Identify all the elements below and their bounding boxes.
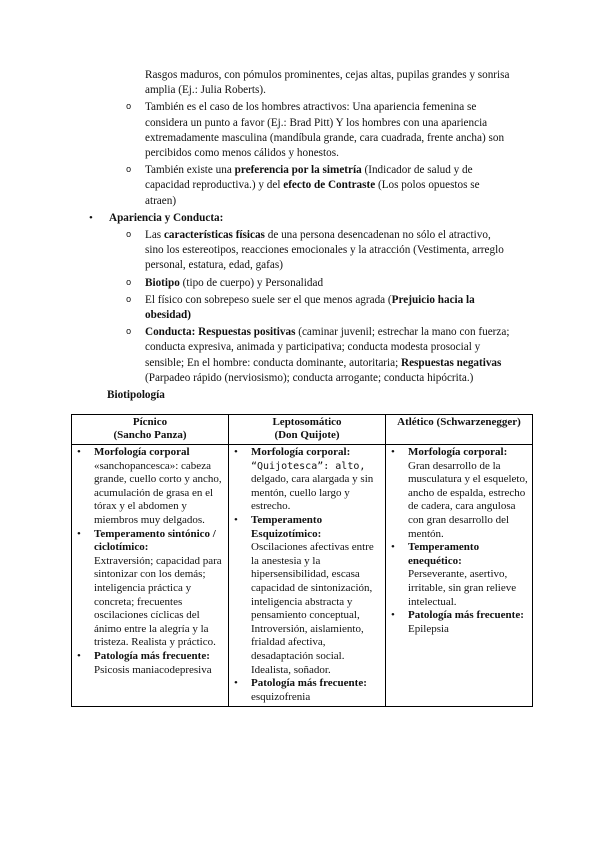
list-item	[388, 446, 530, 541]
text-span: (Parpadeo rápido (nerviosismo); conducta arrogante; conducta hipócrita.)	[145, 371, 474, 384]
list-item	[74, 446, 226, 528]
header-picnico	[72, 415, 229, 445]
document-body	[0, 68, 600, 403]
list-item-biotipo	[0, 276, 510, 291]
biotipologia-table	[71, 414, 533, 707]
table-header-row	[72, 415, 533, 445]
text-bold: efecto de Contraste	[283, 179, 376, 192]
label: Patología más frecuente:	[251, 677, 367, 690]
biotipologia-title	[0, 388, 600, 403]
list-item	[74, 528, 226, 650]
list-item	[231, 446, 383, 514]
text-bold: preferencia por la simetría	[234, 164, 362, 177]
header-text: Atlético (Schwarzenegger)	[397, 416, 521, 428]
text-span: (Los polos opuestos se atraen)	[145, 179, 480, 207]
value: Extraversión; capacidad para sintonizar con los demás; inteligencia práctica y concreta; frecuentes oscilaciones cíclicas del ánimo entre la alegría y la tristeza. Realista y práctico.	[94, 554, 222, 649]
circle-bullet-icon: o	[126, 102, 132, 113]
label: Morfología corporal:	[408, 446, 508, 458]
list-item-sobrepeso	[0, 293, 510, 323]
value: Epilepsia	[408, 622, 449, 635]
label: Temperamento enequético:	[408, 541, 480, 567]
cell-picnico	[72, 445, 229, 707]
value-quote: “Quijotesca”	[251, 460, 324, 472]
bullet-icon: •	[77, 446, 81, 458]
label: Morfología corporal:	[251, 446, 351, 458]
bullet-icon: •	[77, 649, 81, 662]
list-item-simetria	[0, 163, 510, 209]
text-span: (Indicador de salud y de capacidad reproductiva.) y del	[145, 164, 473, 192]
bullet-icon: •	[234, 446, 238, 458]
text-span: Las	[145, 229, 164, 242]
value: esquizofrenia	[251, 690, 311, 703]
value: «sanchopancesca»: cabeza grande, cuello corto y ancho, acumulación de grasa en el tórax y el abdomen y miembros muy delgados.	[94, 459, 222, 526]
bullet-icon: •	[89, 211, 93, 224]
paragraph-rasgos	[0, 68, 510, 98]
cell-atletico	[386, 445, 533, 707]
header-subtext: (Sancho Panza)	[113, 429, 187, 441]
heading-apariencia: Apariencia y Conducta:	[109, 211, 224, 224]
list-item	[231, 677, 383, 704]
header-text: Leptosomático	[272, 416, 342, 428]
circle-bullet-icon: o	[126, 327, 132, 338]
bullet-icon: •	[77, 527, 81, 540]
bullet-icon: •	[234, 513, 238, 526]
text-span: También existe una	[145, 164, 235, 177]
bullet-icon: •	[391, 609, 395, 622]
list	[388, 446, 530, 636]
text-span: El físico con sobrepeso suele ser el que menos agrada (	[145, 293, 392, 306]
text-bold: características físicas	[163, 229, 265, 242]
value: Oscilaciones afectivas entre la anestesia y la hipersensibilidad, escasa capacidad de sintonización, inteligencia abstracta y pensamiento conceptual, Introversión, aislamiento, frialdad afectiva, desadaptación social. Idealista, soñador.	[251, 541, 374, 676]
text-span: (tipo de cuerpo) y Personalidad	[179, 276, 324, 289]
list-item-caracteristicas	[0, 228, 510, 274]
label: Patología más frecuente:	[94, 649, 210, 662]
circle-bullet-icon: o	[126, 230, 132, 241]
header-text: Pícnico	[132, 416, 168, 428]
value: Perseverante, asertivo, irritable, sin gran relieve intelectual.	[408, 568, 517, 608]
label: Temperamento Esquizotímico:	[251, 513, 323, 540]
text-bold: Conducta: Respuestas positivas	[145, 326, 296, 339]
cell-leptosomatico	[229, 445, 386, 707]
list-item-hombres-atractivos	[0, 100, 510, 161]
value: : alto,	[323, 460, 366, 472]
text-rasgos: Rasgos maduros, con pómulos prominentes, cejas altas, pupilas grandes y sonrisa amplia (Ej.: Julia Roberts).	[145, 69, 510, 97]
text-span: (caminar juvenil; estrechar la mano con fuerza; conducta expresiva, animada y participativa; conducta modesta prosocial y sensible; En el hombre: conducta dominante, autoritaria;	[145, 326, 510, 369]
header-leptosomatico	[229, 415, 386, 445]
label: Patología más frecuente:	[408, 609, 524, 622]
list-item-conducta	[0, 325, 510, 386]
list-item	[388, 541, 530, 609]
circle-bullet-icon: o	[126, 165, 132, 176]
header-subtext: (Don Quijote)	[274, 429, 340, 441]
value: Psicosis maniacodepresiva	[94, 663, 212, 676]
text-bold: Respuestas negativas	[401, 356, 502, 369]
list-item	[388, 609, 530, 636]
value: Gran desarrollo de la musculatura y el esqueleto, ancho de espalda, estrecho de cadera, cara angulosa con gran desarrollo del mentón.	[408, 459, 528, 540]
value: delgado, cara alargada y sin mentón, cuello largo y estrecho.	[251, 473, 374, 513]
bullet-icon: •	[391, 446, 395, 458]
circle-bullet-icon: o	[126, 294, 132, 305]
table-row	[72, 445, 533, 707]
list-item	[231, 514, 383, 677]
label: Morfología corporal	[94, 446, 190, 458]
section-heading-apariencia	[0, 211, 600, 226]
list	[231, 446, 383, 704]
circle-bullet-icon: o	[126, 277, 132, 288]
text-hombres-atractivos: También es el caso de los hombres atractivos: Una apariencia femenina se considera un punto a favor (Ej.: Brad Pitt) Y los hombres con una apariencia extremadamente masculina (mandíbula grande, cara cuadrada, frente ancha) son percibidos como menos cálidos y honestos.	[145, 101, 505, 160]
text-bold: Biotipo	[145, 276, 180, 289]
bullet-icon: •	[234, 677, 238, 690]
title-text: Biotipología	[107, 389, 165, 402]
header-atletico	[386, 415, 533, 445]
list-item	[74, 650, 226, 677]
bullet-icon: •	[391, 541, 395, 554]
list	[74, 446, 226, 677]
text-bold: Prejuicio hacia la obesidad)	[145, 293, 475, 322]
label: Temperamento sintónico / ciclotímico:	[94, 527, 216, 554]
text-span: de una persona desencadenan no sólo el atractivo, sino los estereotipos, reacciones emocionales y la atracción (Vestimenta, arreglo personal, estatura, edad, gafas)	[145, 229, 504, 272]
